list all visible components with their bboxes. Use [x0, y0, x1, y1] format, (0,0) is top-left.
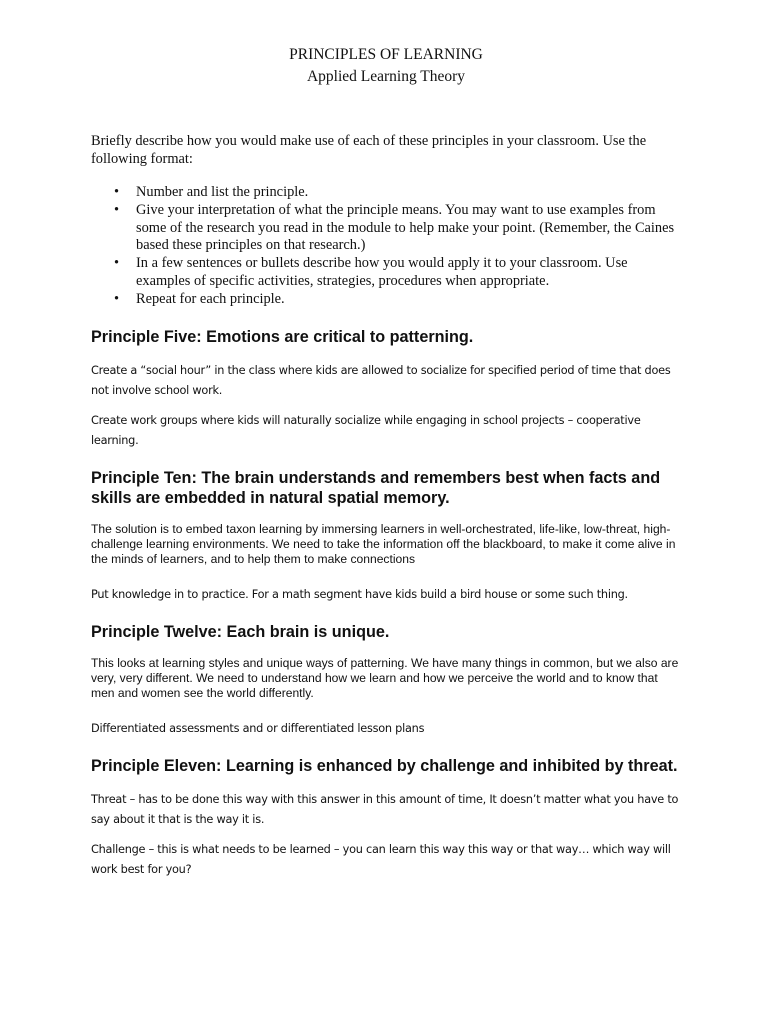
bullet-item: • In a few sentences or bullets describe how you would apply it to your classroom. Use examples of specific activities, strategies, procedures when appropriate. [91, 255, 681, 291]
bullet-item: • Repeat for each principle. [91, 291, 681, 309]
bullet-item: • Number and list the principle. [91, 184, 681, 202]
instructions-text: Briefly describe how you would make use of each of these principles in your classroom. Use the following format: [91, 133, 647, 167]
principle-heading: Principle Five: Emotions are critical to patterning. [91, 327, 474, 346]
section-principle-eleven [91, 756, 681, 880]
format-bullet-list [91, 184, 681, 309]
application-note: Differentiated assessments and or differentiated lesson plans [91, 721, 425, 735]
section-principle-ten [91, 468, 681, 605]
title-block [91, 44, 681, 88]
bullet-item: • Give your interpretation of what the principle means. You may want to use examples from some of the research you read in the module to help make your point. (Remember, the Caines based these principles on that research.) [91, 202, 681, 255]
section-principle-twelve [91, 622, 681, 739]
application-note: Threat – has to be done this way with this answer in this amount of time, It doesn’t matter what you have to say about it that is the way it is. [91, 792, 679, 826]
principle-heading: Principle Ten: The brain understands and remembers best when facts and skills are embedded in natural spatial memory. [91, 468, 661, 507]
principle-heading: Principle Eleven: Learning is enhanced by challenge and inhibited by threat. [91, 756, 678, 775]
application-note: Challenge – this is what needs to be learned – you can learn this way this way or that way… which way will work best for you? [91, 842, 671, 876]
interpretation-text: This looks at learning styles and unique ways of patterning. We have many things in common, but we also are very, very different. We need to understand how we learn and how we perceive the world and to know that men and women see the world differently. [91, 655, 679, 700]
application-note: Create a “social hour” in the class where kids are allowed to socialize for specified period of time that does not involve school work. [91, 363, 671, 397]
application-note: Create work groups where kids will naturally socialize while engaging in school projects – cooperative learning. [91, 413, 641, 447]
section-principle-five [91, 327, 681, 451]
principle-heading: Principle Twelve: Each brain is unique. [91, 622, 390, 641]
application-note: Put knowledge in to practice. For a math segment have kids build a bird house or some such thing. [91, 587, 628, 601]
document-page [91, 44, 681, 890]
document-subtitle: Applied Learning Theory [306, 68, 466, 85]
interpretation-text: The solution is to embed taxon learning by immersing learners in well-orchestrated, life-like, low-threat, high-challenge learning environments. We need to take the information off the blackboard, to make it come alive in the minds of learners, and to help them to make connections [91, 521, 676, 566]
document-title: PRINCIPLES OF LEARNING [289, 46, 483, 63]
